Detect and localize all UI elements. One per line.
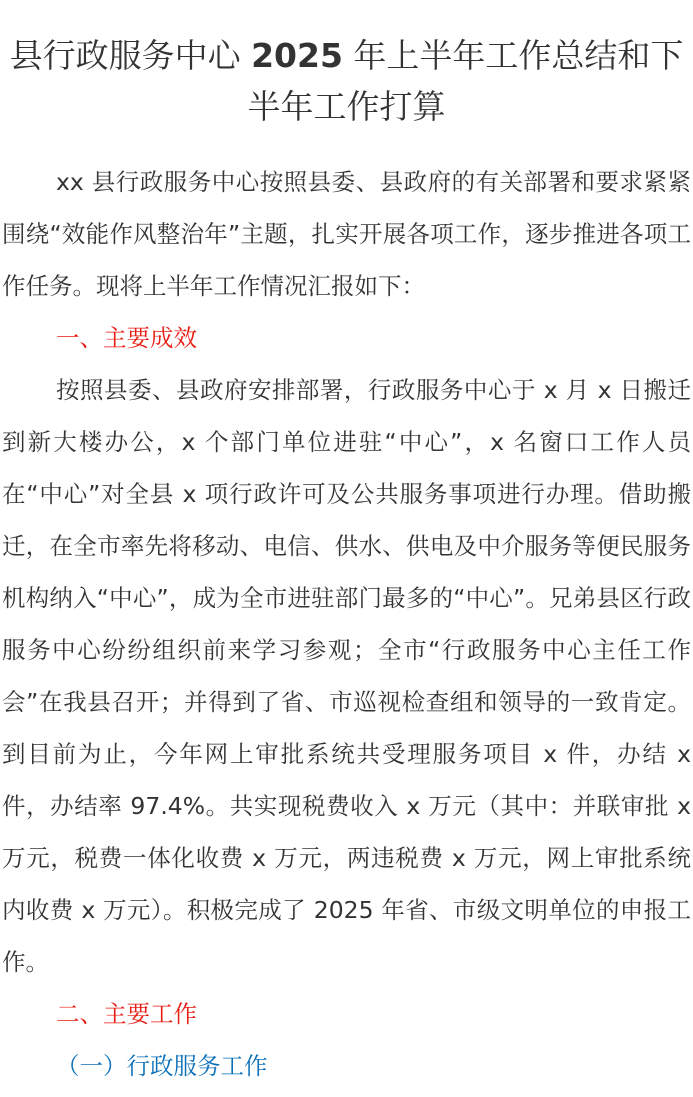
title-year: 2025 <box>251 36 343 75</box>
results-paragraph: 按照县委、县政府安排部署，行政服务中心于 x 月 x 日搬迁到新大楼办公，x 个部门单位进驻“中心”，x 名窗口工作人员在“中心”对全县 x 项行政许可及公共服务事项进行办理。借助搬迁，在全市率先将移动、电信、供水、供电及中介服务等便民服务机构纳入“中心”，成为全市进驻部门最多的“中心”。兄弟县区行政服务中心纷纷组织前来学习参观；全市“行政服务中心主任工作会”在我县召开；并得到了省、市巡视检查组和领导的一致肯定。到目前为止，今年网上审批系统共受理服务项目 x 件，办结 x 件，办结率 97.4%。共实现税费收入 x 万元（其中：并联审批 x 万元，税费一体化收费 x 万元，两违税费 x 万元，网上审批系统内收费 x 万元）。积极完成了 2025 年省、市级文明单位的申报工作。 <box>2 376 691 976</box>
title-part-2: 年上半年工作总结和下半年工作打算 <box>247 36 684 126</box>
section-heading-main-results: 一、主要成效 <box>56 324 197 352</box>
intro-paragraph: xx 县行政服务中心按照县委、县政府的有关部署和要求紧紧围绕“效能作风整治年”主题，扎实开展各项工作，逐步推进各项工作任务。现将上半年工作情况汇报如下： <box>2 168 691 300</box>
document-title <box>2 0 691 132</box>
subsection-heading-admin-service: （一）行政服务工作 <box>56 1052 268 1080</box>
title-part-1: 县行政服务中心 <box>9 36 252 75</box>
document-body <box>2 156 691 1092</box>
section-heading-main-work: 二、主要工作 <box>56 1000 197 1028</box>
